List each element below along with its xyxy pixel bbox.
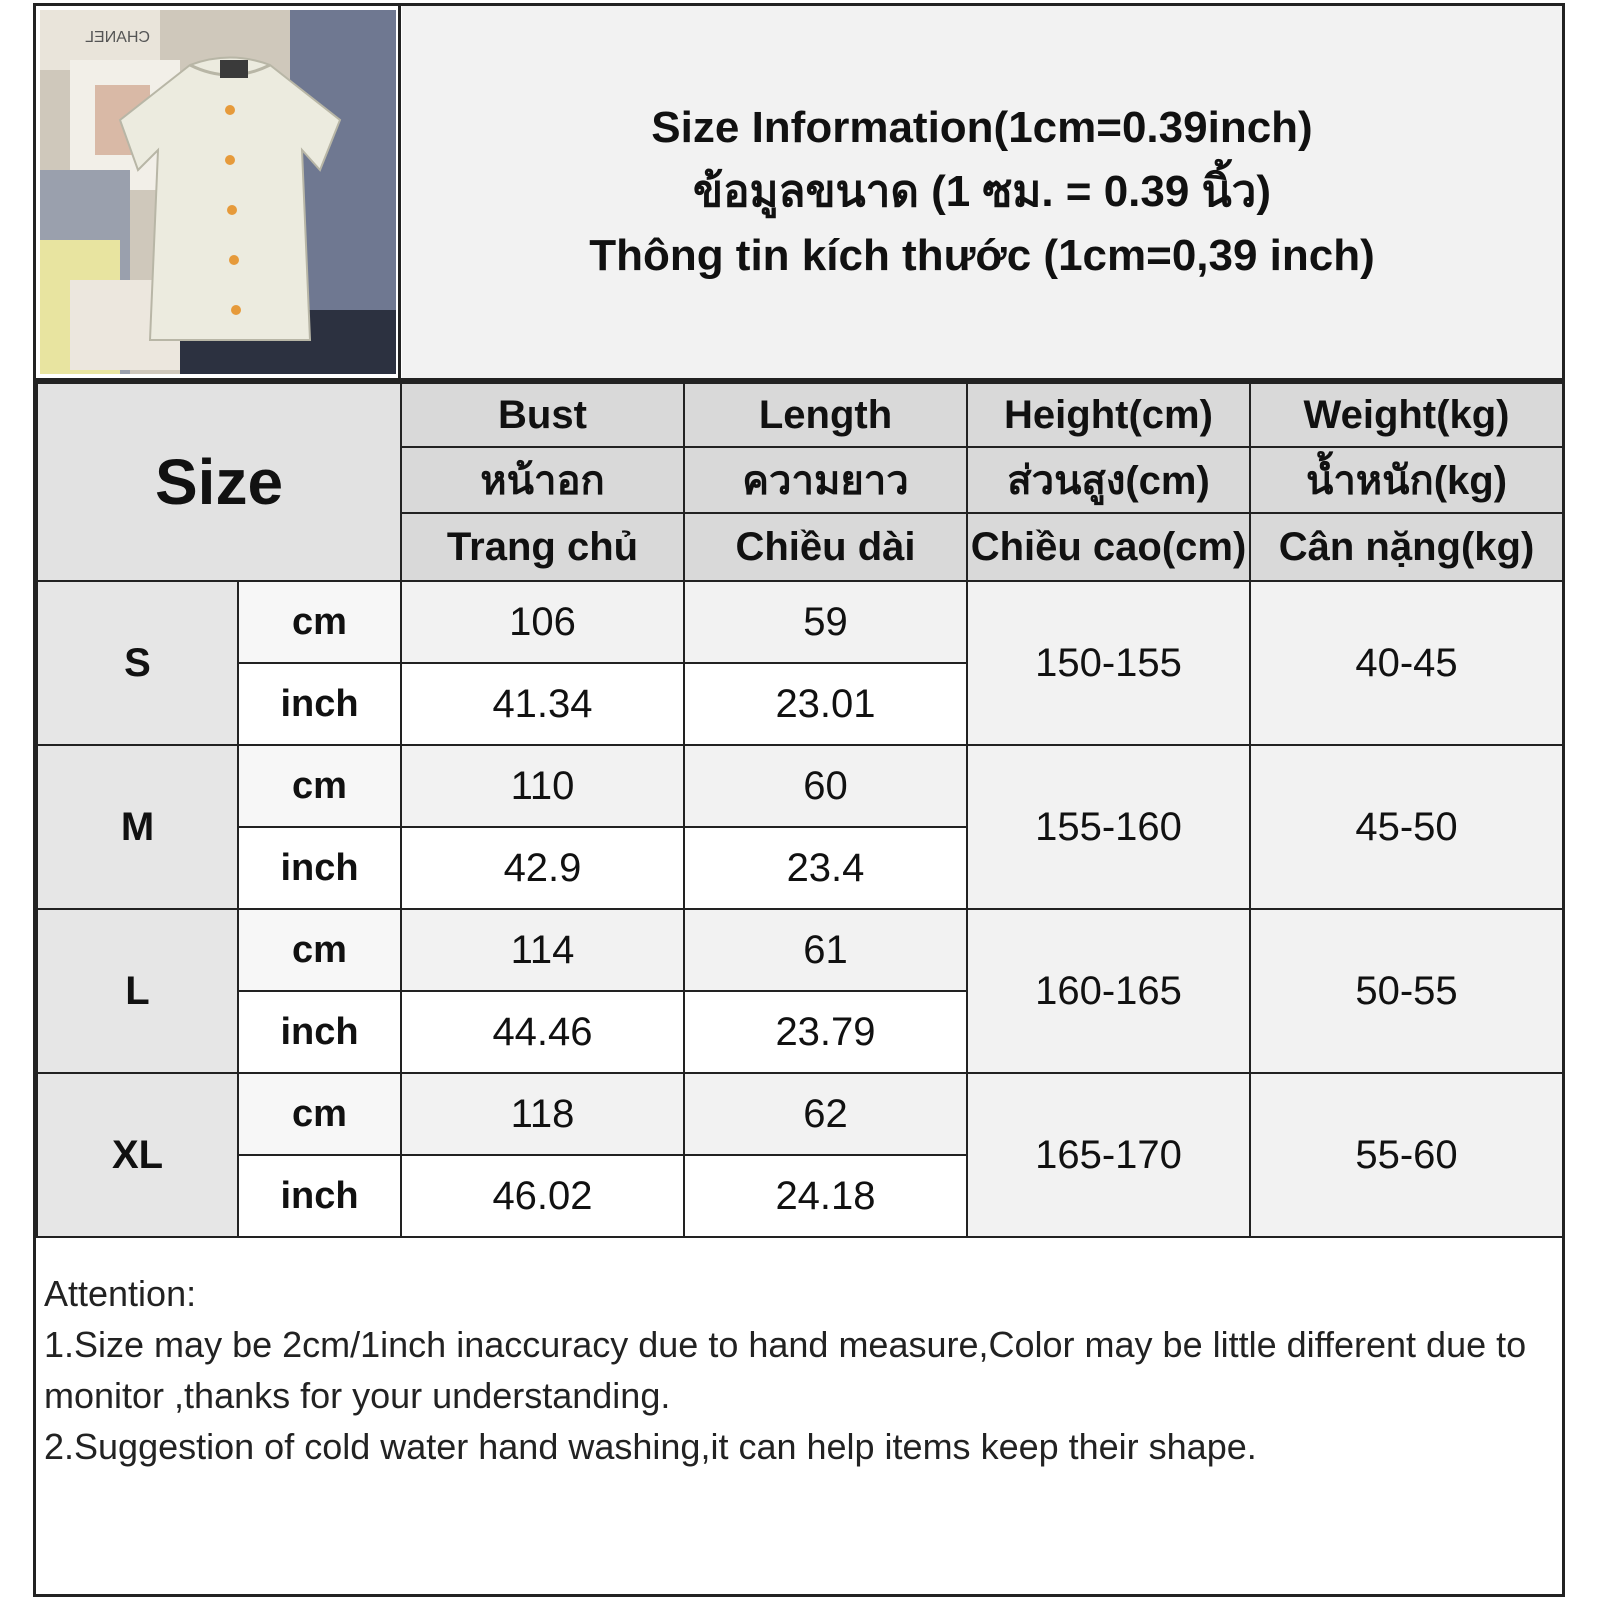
length-inch: 23.4 xyxy=(684,827,967,909)
height-range: 150-155 xyxy=(967,581,1250,745)
table-row xyxy=(37,1073,1563,1155)
bust-inch: 41.34 xyxy=(401,663,684,745)
col-header-length-en: Length xyxy=(684,383,967,447)
length-cm: 59 xyxy=(684,581,967,663)
size-label: XL xyxy=(37,1073,238,1237)
size-label: L xyxy=(37,909,238,1073)
bust-inch: 44.46 xyxy=(401,991,684,1073)
bust-cm: 118 xyxy=(401,1073,684,1155)
size-chart-sheet xyxy=(33,3,1565,1597)
bust-cm: 110 xyxy=(401,745,684,827)
size-header: Size xyxy=(37,383,401,581)
col-header-length-th: ความยาว xyxy=(684,447,967,513)
length-inch: 24.18 xyxy=(684,1155,967,1237)
col-header-weight-vi: Cân nặng(kg) xyxy=(1250,513,1563,581)
height-range: 160-165 xyxy=(967,909,1250,1073)
bust-inch: 46.02 xyxy=(401,1155,684,1237)
table-row xyxy=(37,909,1563,991)
unit-label: inch xyxy=(238,827,401,909)
unit-label: cm xyxy=(238,909,401,991)
col-header-height-en: Height(cm) xyxy=(967,383,1250,447)
product-photo xyxy=(40,10,396,374)
col-header-length-vi: Chiều dài xyxy=(684,513,967,581)
height-range: 165-170 xyxy=(967,1073,1250,1237)
col-header-bust-en: Bust xyxy=(401,383,684,447)
attention-notes xyxy=(44,1268,1554,1472)
unit-label: cm xyxy=(238,581,401,663)
col-header-height-th: ส่วนสูง(cm) xyxy=(967,447,1250,513)
weight-range: 50-55 xyxy=(1250,909,1563,1073)
length-cm: 61 xyxy=(684,909,967,991)
size-table xyxy=(36,382,1564,1238)
blouse-photo-illustration xyxy=(40,10,396,374)
col-header-bust-vi: Trang chủ xyxy=(401,513,684,581)
header-section xyxy=(36,6,1562,382)
title-thai: ข้อมูลขนาด (1 ซม. = 0.39 นิ้ว) xyxy=(692,167,1271,216)
col-header-height-vi: Chiều cao(cm) xyxy=(967,513,1250,581)
length-cm: 60 xyxy=(684,745,967,827)
height-range: 155-160 xyxy=(967,745,1250,909)
length-inch: 23.01 xyxy=(684,663,967,745)
table-row xyxy=(37,745,1563,827)
unit-label: inch xyxy=(238,991,401,1073)
unit-label: inch xyxy=(238,1155,401,1237)
note-item: 1.Size may be 2cm/1inch inaccuracy due to hand measure,Color may be little different due to monitor ,thanks for your understanding. xyxy=(44,1324,1527,1416)
size-label: S xyxy=(37,581,238,745)
title-vietnamese: Thông tin kích thước (1cm=0,39 inch) xyxy=(589,231,1375,280)
bust-cm: 106 xyxy=(401,581,684,663)
svg-text:CHANEL: CHANEL xyxy=(85,29,150,46)
title-box xyxy=(402,6,1562,378)
weight-range: 55-60 xyxy=(1250,1073,1563,1237)
notes-heading: Attention: xyxy=(44,1273,197,1314)
note-item: 2.Suggestion of cold water hand washing,it can help items keep their shape. xyxy=(44,1426,1257,1467)
length-cm: 62 xyxy=(684,1073,967,1155)
unit-label: cm xyxy=(238,745,401,827)
col-header-weight-en: Weight(kg) xyxy=(1250,383,1563,447)
col-header-bust-th: หน้าอก xyxy=(401,447,684,513)
unit-label: inch xyxy=(238,663,401,745)
length-inch: 23.79 xyxy=(684,991,967,1073)
col-header-weight-th: น้ำหนัก(kg) xyxy=(1250,447,1563,513)
bust-cm: 114 xyxy=(401,909,684,991)
bust-inch: 42.9 xyxy=(401,827,684,909)
divider xyxy=(398,6,401,378)
title-english: Size Information(1cm=0.39inch) xyxy=(651,103,1313,152)
weight-range: 45-50 xyxy=(1250,745,1563,909)
size-label: M xyxy=(37,745,238,909)
unit-label: cm xyxy=(238,1073,401,1155)
weight-range: 40-45 xyxy=(1250,581,1563,745)
table-row xyxy=(37,581,1563,663)
